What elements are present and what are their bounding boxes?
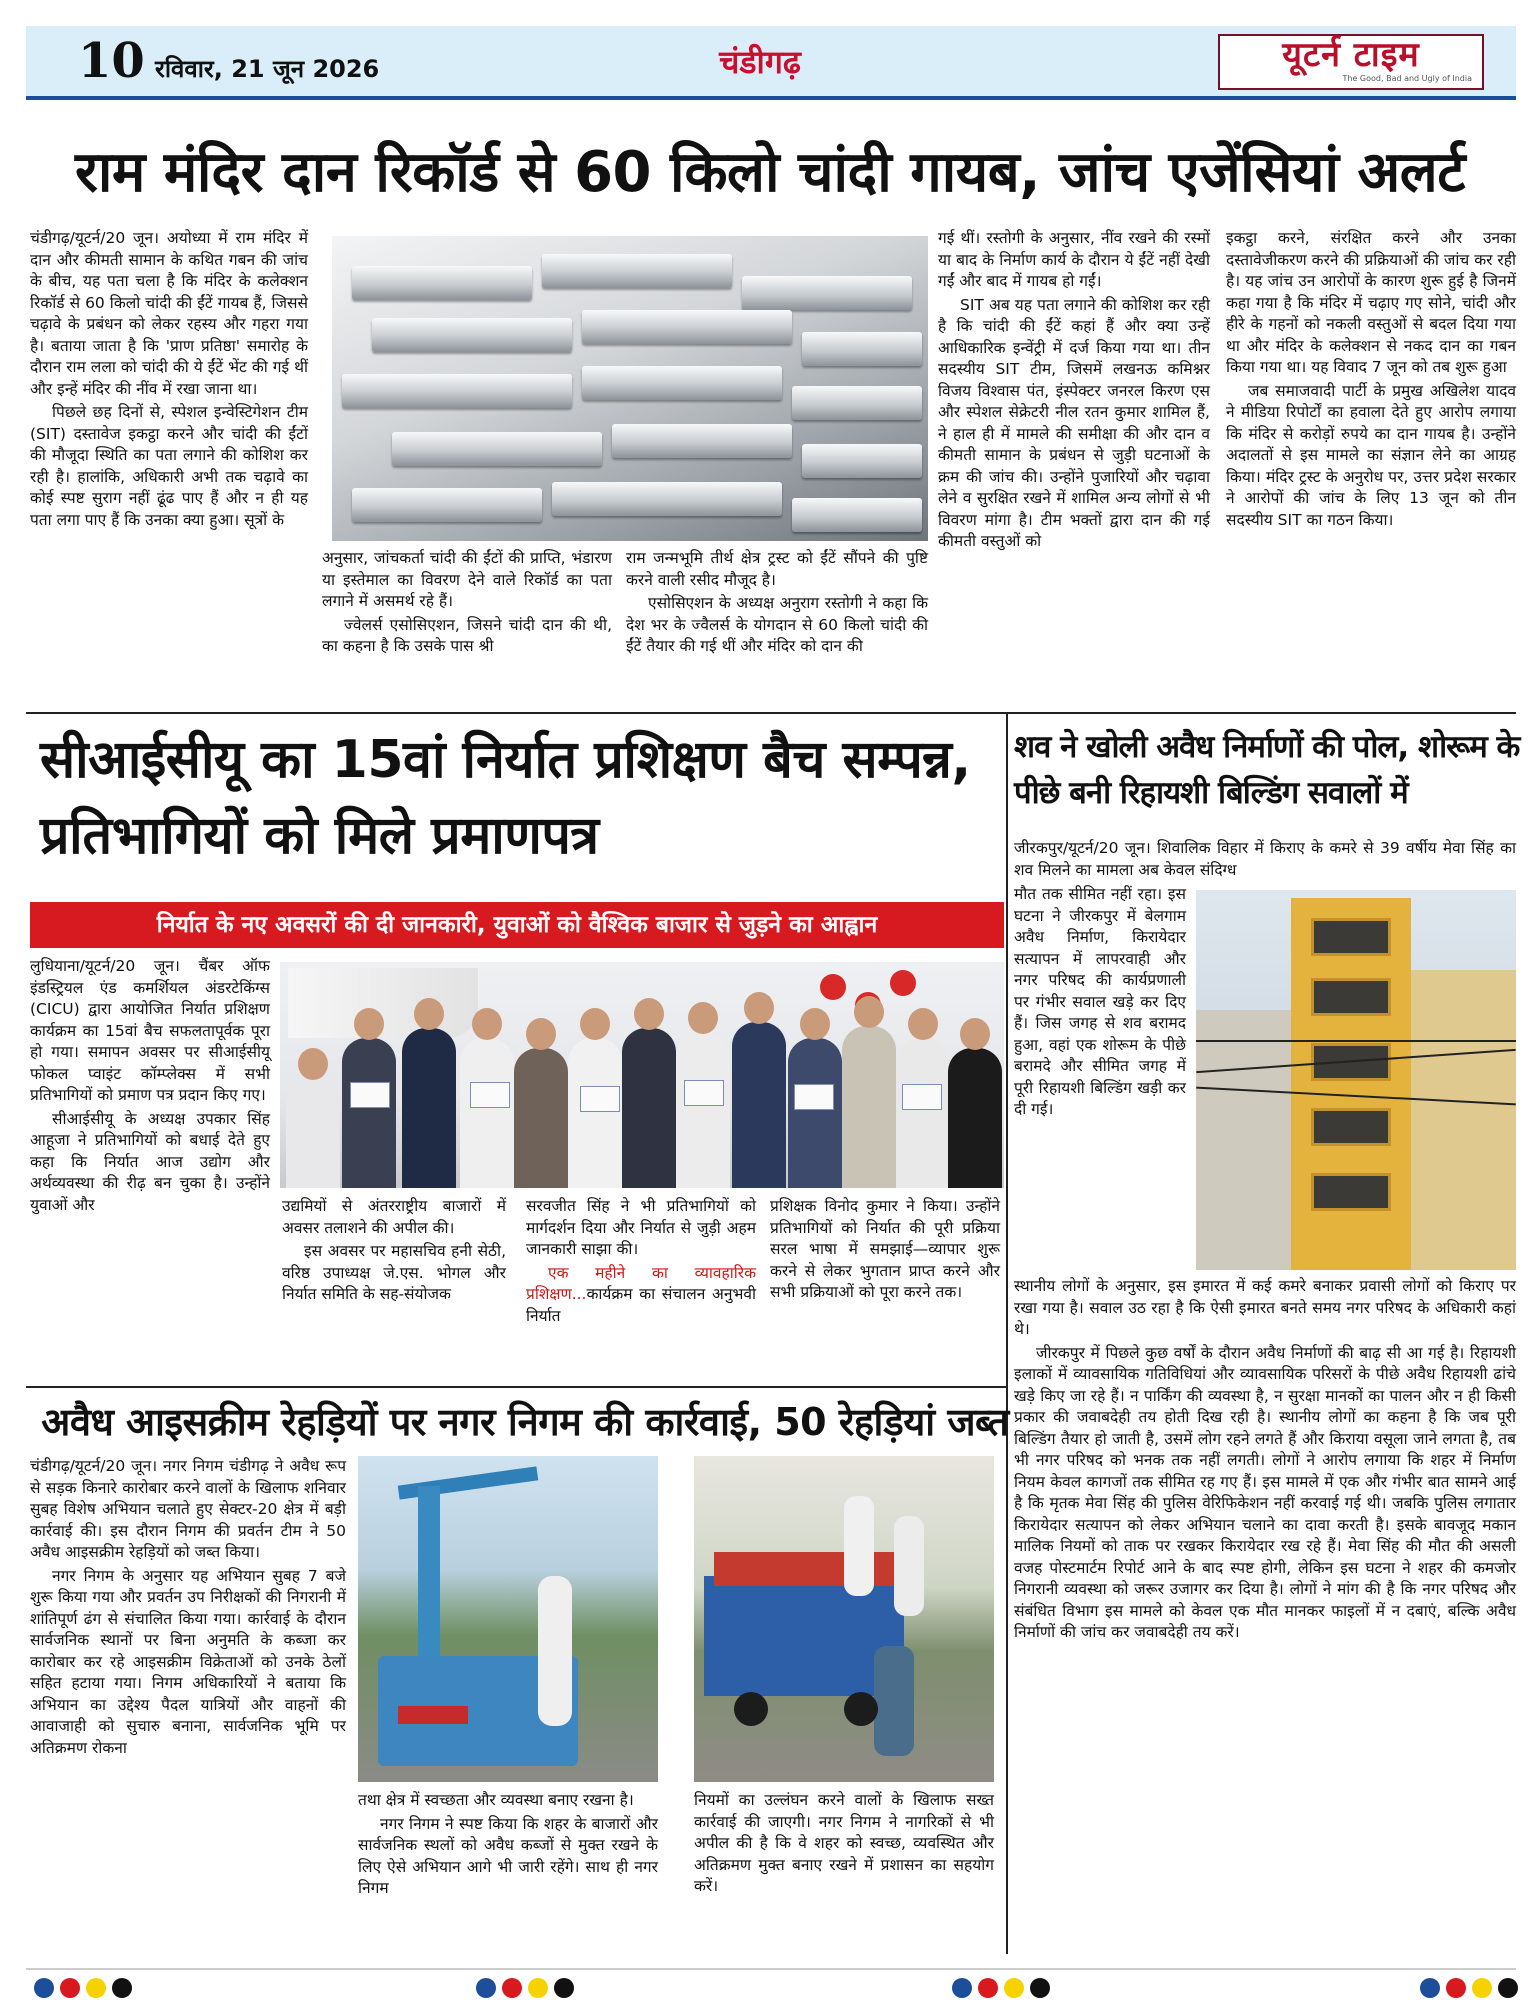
story2-column-4 <box>770 1196 1000 1306</box>
story2-col2-para-1: उद्यमियों से अंतरराष्ट्रीय बाजारों में अवसर तलाशने की अपील की। <box>282 1197 506 1237</box>
footer-rule <box>26 1968 1516 1970</box>
story2-col1-para-1: लुधियाना/यूटर्न/20 जून। चैंबर ऑफ इंडस्ट्रियल एंड कमर्शियल अंडरटेकिंग्स (CICU) द्वारा आयोजित निर्यात प्रशिक्षण कार्यक्रम का 15वां बैच सफलतापूर्वक पूरा हो गया। समापन अवसर पर सीआईसीयू फोकल प्वाइंट कॉम्प्लेक्स में सभी प्रतिभागियों को प्रमाण पत्र प्रदान किए गए। <box>30 957 270 1104</box>
story4-column-3 <box>694 1790 994 1900</box>
section-divider-1 <box>26 712 1516 714</box>
story1-column-5 <box>1226 228 1516 533</box>
story1-headline: राम मंदिर दान रिकॉर्ड से 60 किलो चांदी गायब, जांच एजेंसियां अलर्ट <box>75 140 1465 205</box>
story4-column-2 <box>358 1790 658 1902</box>
story3-intro-text: जीरकपुर/यूटर्न/20 जून। शिवालिक विहार में किराए के कमरे से 39 वर्षीय मेवा सिंह का शव मिलने का मामला अब केवल संदिग्ध <box>1014 839 1516 879</box>
story2-headline: सीआईसीयू का 15वां निर्यात प्रशिक्षण बैच सम्पन्न, प्रतिभागियों को मिले प्रमाणपत्र <box>40 730 971 866</box>
story1-col3-para-2: एसोसिएशन के अध्यक्ष अनुराग रस्तोगी ने कहा कि देश भर के ज्वैलर्स के योगदान से 60 किलो चांदी की ईंटें तैयार की गई थीं और मंदिर को दान की <box>626 594 928 655</box>
story3-body <box>1014 1276 1516 1646</box>
story1-column-4 <box>938 228 1210 555</box>
story2-col2-para-2: इस अवसर पर महासचिव हनी सेठी, वरिष्ठ उपाध्यक्ष जे.एस. भोगल और निर्यात समिति के सह-संयोजक <box>282 1242 506 1303</box>
masthead-divider <box>26 96 1516 100</box>
story2-column-3 <box>526 1196 756 1329</box>
story2-column-1 <box>30 956 270 1218</box>
truck-loading-carts-photo <box>694 1456 994 1782</box>
registration-marks-far-right <box>1420 1978 1518 2000</box>
building-photo <box>1196 890 1516 1270</box>
story4-col2-para-2: नगर निगम ने स्पष्ट किया कि शहर के बाजारों और सार्वजनिक स्थलों को अवैध कब्जों से मुक्त रखने के लिए ऐसे अभियान आगे भी जारी रहेंगे। साथ ही नगर निगम <box>358 1814 658 1897</box>
edition-city: चंडीगढ़ <box>719 43 801 81</box>
story2-col3-para-1: सरवजीत सिंह ने भी प्रतिभागियों को मार्गदर्शन दिया और निर्यात से जुड़ी अहम जानकारी साझा की। <box>526 1197 756 1258</box>
story2-subheadline: निर्यात के नए अवसरों की दी जानकारी, युवाओं को वैश्विक बाजार से जुड़ने का आह्वान <box>30 902 1004 948</box>
logo-tagline: The Good, Bad and Ugly of India <box>1342 74 1472 83</box>
story1-col1-para-1: चंडीगढ़/यूटर्न/20 जून। अयोध्या में राम मंदिर में दान और कीमती सामान के कथित गबन की जांच के बीच, यह पता चला है कि मंदिर के कलेक्शन रिकॉर्ड से 60 किलो चांदी की ईंटें गायब हैं, जिससे चढ़ावे के प्रबंधन को लेकर रहस्य और गहरा गया है। बताया जाता है कि 'प्राण प्रतिष्ठा' समारोह के दौरान राम लला को चांदी की ये ईंटें भेंट की गई थीं और इन्हें मंदिर की नींव में रखा जाना था। <box>30 229 308 398</box>
story1-column-3 <box>626 548 928 660</box>
story2-col1-para-2: सीआईसीयू के अध्यक्ष उपकार सिंह आहूजा ने प्रतिभागियों को बधाई देते हुए कहा कि निर्यात आज उद्योग और अर्थव्यवस्था की रीढ़ बन चुका है। उन्होंने युवाओं और <box>30 1109 270 1214</box>
story3-narrow-text: मौत तक सीमित नहीं रहा। इस घटना ने जीरकपुर में बेलगाम अवैध निर्माण, किरायेदार सत्यापन में लापरवाही और नगर परिषद की कार्यप्रणाली पर गंभीर सवाल खड़े कर दिए हैं। जिस जगह से शव बरामद हुआ, वहां एक शोरूम के पीछे बरामदे और सीमित जगह में पूरी रिहायशी बिल्डिंग खड़ी कर दी गई। <box>1014 885 1186 1118</box>
story3-para-1: स्थानीय लोगों के अनुसार, इस इमारत में कई कमरे बनाकर प्रवासी लोगों को किराए पर रखा गया है। सवाल उठ रहा है कि ऐसी इमारत बनते समय नगर परिषद के अधिकारी कहां थे। <box>1014 1277 1516 1338</box>
story1-col4-para-1: गई थीं। रस्तोगी के अनुसार, नींव रखने की रस्मों या बाद के निर्माण कार्य के दौरान ये ईंटें नहीं देखी गईं और बाद में गायब हो गईं। <box>938 229 1210 290</box>
story2-col4-para-1: प्रशिक्षक विनोद कुमार ने किया। उन्होंने प्रतिभागियों को निर्यात की पूरी प्रक्रिया सरल भाषा में समझाई—व्यापार शुरू करने से लेकर भुगतान प्राप्त करने और सभी प्रक्रियाओं को पूरा करने तक। <box>770 1197 1000 1301</box>
registration-marks-right <box>952 1978 1050 2000</box>
story1-col5-para-2: जब समाजवादी पार्टी के प्रमुख अखिलेश यादव ने मीडिया रिपोर्टों का हवाला देते हुए आरोप लगाया कि मंदिर से करोड़ों रुपये का दान गायब है। उन्होंने अदालतों से इस मामले का संज्ञान लेने का आग्रह किया। मंदिर ट्रस्ट के अनुरोध पर, उत्तर प्रदेश सरकार ने आरोपों की जांच के लिए 13 जून को तीन सदस्यीय SIT का गठन किया। <box>1226 381 1516 529</box>
silver-bars-photo <box>332 236 928 541</box>
vertical-divider <box>1006 714 1008 1954</box>
story1-col2-para-2: ज्वेलर्स एसोसिएशन, जिसने चांदी दान की थी, का कहना है कि उसके पास श्री <box>322 615 612 655</box>
story2-col3-rest: कार्यक्रम का संचालन अनुभवी निर्यात <box>526 1285 756 1325</box>
story1-col5-para-1: इकट्ठा करने, संरक्षित करने और उनका दस्तावेजीकरण करने की प्रक्रियाओं की जांच कर रही है। यह जांच उन आरोपों के कारण शुरू हुई है जिनमें कहा गया है कि मंदिर में चढ़ाए गए सोने, चांदी और हीरे के गहनों को नकली वस्तुओं से बदल दिया गया था और मंदिर के कलेक्शन से नकद दान का गबन किया गया था। यह विवाद 7 जून को तब शुरू हुआ <box>1226 229 1516 376</box>
story4-column-1 <box>30 1456 346 1761</box>
story4-col3-para-1: नियमों का उल्लंघन करने वालों के खिलाफ सख्त कार्रवाई की जाएगी। नगर निगम ने नागरिकों से भी अपील की है कि वे शहर को स्वच्छ, व्यवस्थित और अतिक्रमण मुक्त बनाए रखने में प्रशासन का सहयोग करें। <box>694 1791 994 1895</box>
story4-col2-para-1: तथा क्षेत्र में स्वच्छता और व्यवस्था बनाए रखना है। <box>358 1791 634 1809</box>
story4-col1-para-1: चंडीगढ़/यूटर्न/20 जून। नगर निगम चंडीगढ़ ने अवैध रूप से सड़क किनारे कारोबार करने वालों के खिलाफ शनिवार सुबह विशेष अभियान चलाते हुए सेक्टर-20 क्षेत्र में बड़ी कार्रवाई की। इस दौरान निगम की प्रवर्तन टीम ने 50 अवैध आइसक्रीम रेहड़ियों को जब्त किया। <box>30 1457 346 1561</box>
story4-col1-para-2: नगर निगम के अनुसार यह अभियान सुबह 7 बजे शुरू किया गया और प्रवर्तन उप निरीक्षकों की निगरानी में शांतिपूर्ण ढंग से संचालित किया गया। कार्रवाई के दौरान सार्वजनिक स्थानों पर बिना अनुमति के कब्जा कर कारोबार कर रहे आइसक्रीम विक्रेताओं को उनके ठेलों सहित हटाया गया। निगम अधिकारियों ने बताया कि अभियान का उद्देश्य पैदल यात्रियों और वाहनों की आवाजाही को सुचारु बनाना, सार्वजनिक भूमि पर अतिक्रमण रोकना <box>30 1566 346 1757</box>
crane-lifting-cart-photo <box>358 1456 658 1782</box>
story3-narrow-column <box>1014 884 1186 1123</box>
story1-col1-para-2: पिछले छह दिनों से, स्पेशल इन्वेस्टिगेशन टीम (SIT) दस्तावेज इकट्ठा करने और चांदी की ईंटों की मौजूदा स्थिति का पता लगाने की कोशिश कर रही है। हालांकि, अधिकारी अभी तक चढ़ावे का कोई स्पष्ट सुराग नहीं ढूंढ पाए हैं और न ही यह पता लगा पाए हैं कि उनका क्या हुआ। सूत्रों के <box>30 403 308 529</box>
story3-para-2: जीरकपुर में पिछले कुछ वर्षों के दौरान अवैध निर्माणों की बाढ़ सी आ गई है। रिहायशी इलाकों में व्यावसायिक गतिविधियां और व्यावसायिक परिसरों के पीछे अवैध रिहायशी ढांचे खड़े किए जा रहे हैं। न पार्किंग की व्यवस्था है, न सुरक्षा मानकों का पालन और न ही किसी प्रकार की जवाबदेही तय होती दिख रही है। स्थानीय लोगों का कहना है कि जब पूरी बिल्डिंग तैयार हो जाती है, उसमें लोग रहने लगते हैं और किराया वसूला जाने लगता है, तब भी नगर परिषद को भनक तक नहीं लगती। लोगों ने आरोप लगाया कि शहर में निर्माण नियम केवल कागजों तक सीमित रह गए हैं। इस मामले में एक और गंभीर बात सामने आई है कि मृतक मेवा सिंह की पुलिस वेरिफिकेशन नहीं करवाई गई थी। जबकि पुलिस लगातार किरायेदार सत्यापन को लेकर अभियान चलाने का दावा करती है। इसके बावजूद मकान मालिक नियमों को ताक पर रखकर किरायेदार रख रहे हैं। मेवा सिंह की मौत की असली वजह पोस्टमार्टम रिपोर्ट आने के बाद स्पष्ट होगी, लेकिन इस घटना ने शहर की कमजोर निगरानी व्यवस्था को जरूर उजागर कर दिया है। लोगों ने मांग की है कि नगर परिषद और संबंधित विभाग इस मामले को केवल एक मौत मानकर फाइलों में न दबाएं, बल्कि अवैध निर्माणों की जांच कर जवाबदेही तय करें। <box>1014 1343 1516 1641</box>
story1-col2-para-1: अनुसार, जांचकर्ता चांदी की ईंटों की प्राप्ति, भंडारण या इस्तेमाल का विवरण देने वाले रिकॉर्ड का पता लगाने में असमर्थ रहे हैं। <box>322 549 612 610</box>
section-divider-2 <box>26 1386 1006 1388</box>
logo-text: यूटर्न टाइम <box>1282 35 1420 75</box>
story3-headline: शव ने खोली अवैध निर्माणों की पोल, शोरूम के पीछे बनी रिहायशी बिल्डिंग सवालों में <box>1014 729 1520 811</box>
story2-col3-highlight: एक महीने का व्यावहारिक प्रशिक्षण... <box>526 1263 756 1303</box>
story1-col4-para-2: SIT अब यह पता लगाने की कोशिश कर रही है कि चांदी की ईंटें कहां हैं और क्या उन्हें आधिकारिक इन्वेंट्री में दर्ज किया गया था। तीन सदस्यीय SIT टीम, जिसमें लखनऊ कमिश्नर विजय विश्वास पंत, इंस्पेक्टर जनरल किरण एस और स्पेशल सेक्रेटरी नील रतन कुमार शामिल हैं, ने हाल ही में मामले की समीक्षा की और दान व कीमती सामान के प्रबंधन से जुड़ी घटनाओं के क्रम की जांच की। उन्होंने पुजारियों और चढ़ावा लेने व सुरक्षित रखने में शामिल अन्य लोगों से भी विवरण मांगा है। टीम भक्तों द्वारा दान की गई कीमती वस्तुओं को <box>938 295 1210 550</box>
story1-column-1 <box>30 228 308 533</box>
registration-marks-left <box>34 1978 132 2000</box>
cicu-group-photo <box>280 962 1004 1188</box>
newspaper-logo <box>1218 34 1484 90</box>
issue-date: रविवार, 21 जून 2026 <box>155 55 380 83</box>
registration-marks-center <box>476 1978 574 2000</box>
story2-column-2 <box>282 1196 506 1308</box>
story1-column-2 <box>322 548 612 660</box>
story1-col3-para-1: राम जन्मभूमि तीर्थ क्षेत्र ट्रस्ट को ईंटें सौंपने की पुष्टि करने वाली रसीद मौजूद है। <box>626 549 928 589</box>
story4-headline: अवैध आइसक्रीम रेहड़ियों पर नगर निगम की कार्रवाई, 50 रेहड़ियां जब्त <box>41 1400 1009 1444</box>
story3-intro <box>1014 838 1516 883</box>
page-number: 10 <box>78 33 145 89</box>
